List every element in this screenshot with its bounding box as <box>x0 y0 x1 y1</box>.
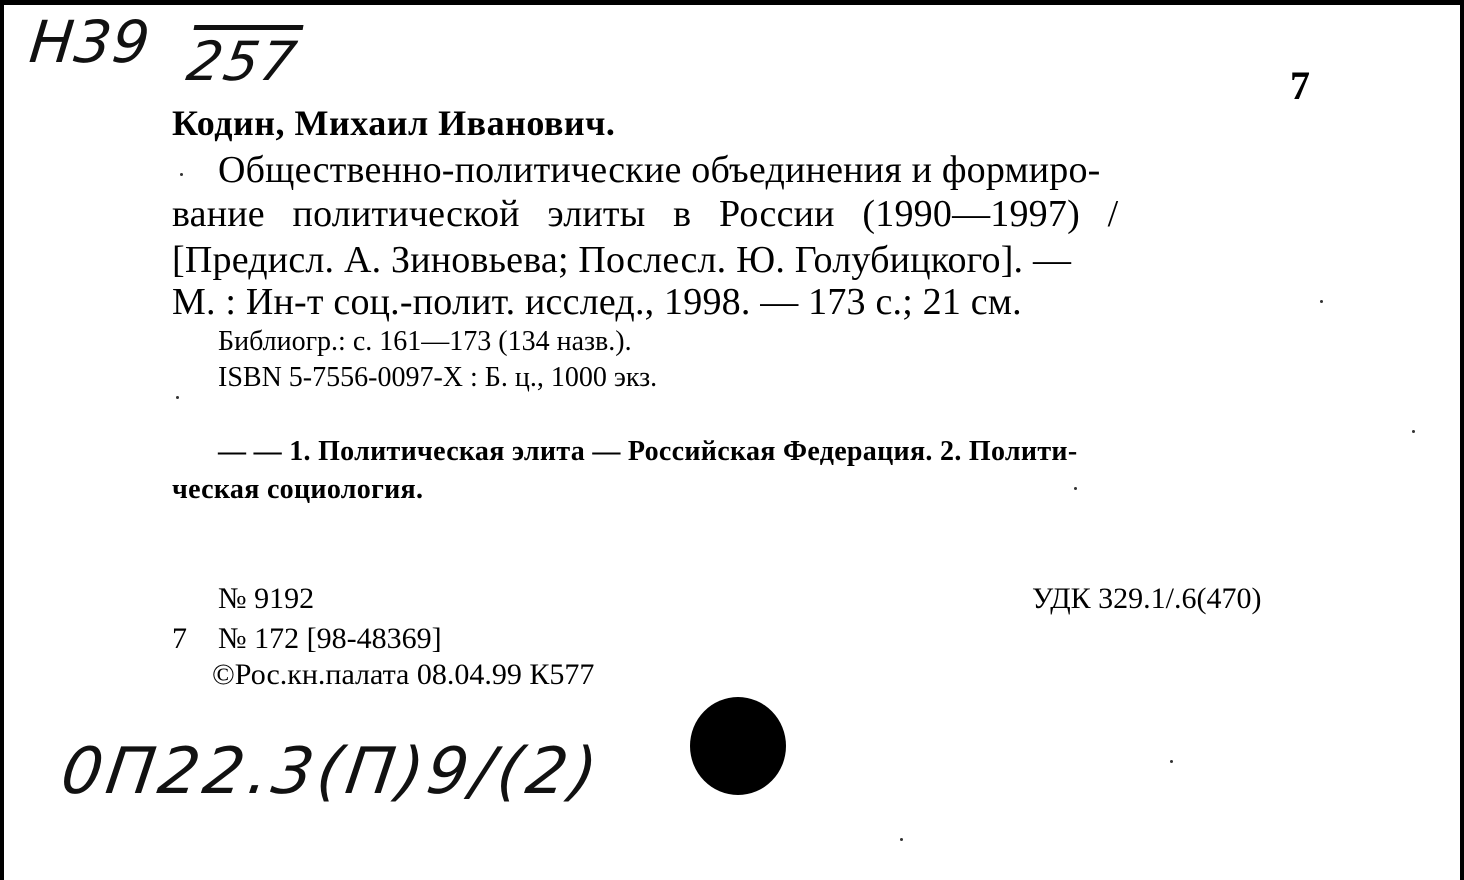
registry-number-secondary: № 172 [98-48369] <box>218 622 442 655</box>
scan-speck <box>1412 430 1415 433</box>
scan-speck <box>1170 760 1173 763</box>
punch-hole <box>690 697 786 795</box>
card-border-top <box>0 0 1464 5</box>
scan-speck <box>180 173 183 176</box>
scan-speck <box>1074 487 1077 490</box>
subject-headings: — — 1. Политическая элита — Российская Федерация. 2. Полити- <box>218 436 1078 467</box>
subject-headings-continued: ческая социология. <box>172 474 424 505</box>
scan-speck <box>176 396 179 399</box>
card-border-left <box>0 0 4 880</box>
author-heading: Кодин, Михаил Иванович. <box>172 103 616 143</box>
title-line: [Предисл. А. Зиновьева; Послесл. Ю. Голубицкого]. — <box>172 239 1072 281</box>
bibliography-note: Библиогр.: с. 161—173 (134 назв.). <box>218 326 632 357</box>
isbn-note: ISBN 5-7556-0097-X : Б. ц., 1000 экз. <box>218 362 658 393</box>
title-line: М. : Ин-т соц.-полит. исслед., 1998. — 173 с.; 21 см. <box>172 281 1022 323</box>
udk-code: УДК 329.1/.6(470) <box>1032 582 1262 615</box>
title-line: вание политической элиты в России (1990—1997) / <box>172 193 1119 235</box>
handwritten-classification: 0П22.3(П)9/(2) <box>56 735 606 809</box>
title-line: Общественно-политические объединения и формиро- <box>218 149 1101 191</box>
scan-speck <box>900 838 903 841</box>
handwritten-number: 257 <box>182 30 303 93</box>
handwritten-shelf-mark: Н39 <box>26 8 154 76</box>
registry-number: № 9192 <box>218 582 315 615</box>
registry-prefix: 7 <box>172 622 187 655</box>
copyright-line: ©Рос.кн.палата 08.04.99 К577 <box>212 658 595 691</box>
scan-speck <box>1320 300 1323 303</box>
card-number: 7 <box>1290 63 1310 108</box>
card-border-right <box>1460 0 1464 880</box>
